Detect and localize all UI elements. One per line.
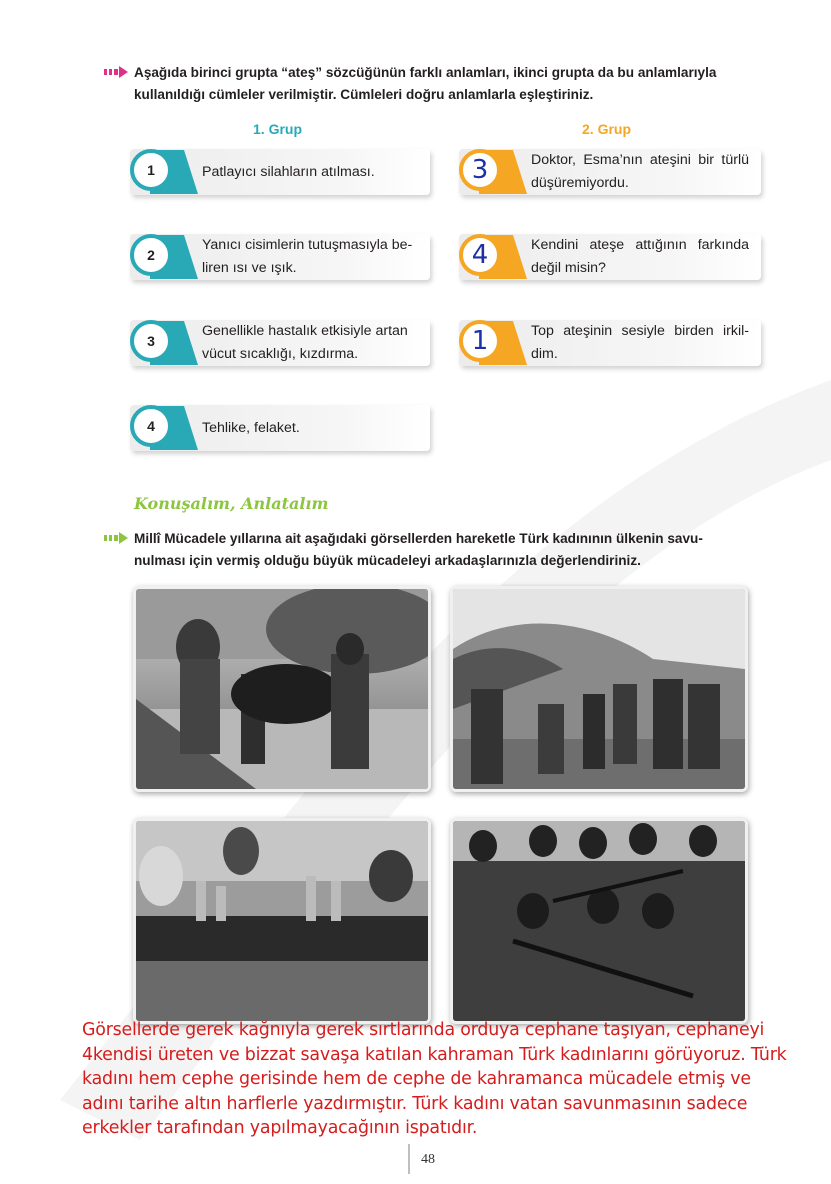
answer-line: adını tarihe altın harflerle yazdırmıştır. Türk kadını vatan savunmasının sadece: [82, 1093, 748, 1114]
group1-item: [130, 320, 430, 366]
instruction-discussion: [104, 528, 764, 572]
answer-line: erkekler tarafından yapılmayacağının ispatıdır.: [82, 1118, 478, 1139]
badge-number: 4: [130, 405, 172, 447]
handwritten-answer: 1: [471, 326, 489, 356]
meaning-text: Yanıcı cisimlerin tutuşmasıyla be-liren ısı ve ışık.: [202, 237, 413, 276]
page-number: 48: [421, 1152, 435, 1167]
historical-photo-ammunition-factory: [133, 818, 431, 1024]
number-badge: [130, 150, 198, 194]
historical-photo-armed-group: [450, 818, 748, 1024]
sentence-text: Kendini ateşe attığının farkında değil misin?: [531, 237, 749, 276]
group1-item: [130, 234, 430, 280]
number-badge: [130, 321, 198, 365]
badge-number: 2: [130, 234, 172, 276]
student-answer: [82, 1018, 822, 1141]
answer-line: 4kendisi üreten ve bizzat savaşa katılan kahraman Türk kadınlarını görüyoruz. Türk: [82, 1044, 787, 1065]
meaning-text: Genellikle hastalık etkisiyle artan vücut sıcaklığı, kızdırma.: [202, 323, 408, 362]
instruction-line: Millî Mücadele yıllarına ait aşağıdaki görsellerden hareketle Türk kadınının ülkenin savu-: [134, 531, 703, 546]
handwritten-answer: 4: [471, 240, 489, 270]
group2-item: [459, 234, 761, 280]
meaning-text: Tehlike, felaket.: [202, 419, 300, 436]
historical-photo-oxcart: [133, 586, 431, 792]
section-title: Konuşalım, Anlatalım: [134, 494, 329, 513]
group1-title: 1. Grup: [253, 121, 303, 137]
historical-photo-women-carrying: [450, 586, 748, 792]
badge-number: 3: [130, 320, 172, 362]
answer-badge: [459, 235, 527, 279]
instruction-line: kullanıldığı cümleler verilmiştir. Cümleleri doğru anlamlarla eşleştiriniz.: [134, 87, 594, 102]
arrow-icon: [104, 532, 128, 544]
number-badge: [130, 235, 198, 279]
answer-line: kadını hem cephe gerisinde hem de cephe de kahramanca mücadele etmiş ve: [82, 1069, 751, 1090]
handwritten-answer: 3: [471, 155, 489, 185]
number-badge: [130, 406, 198, 450]
group2-item: [459, 320, 761, 366]
instruction-line: nulması için vermiş olduğu büyük mücadeleyi arkadaşlarınızla değerlendiriniz.: [134, 553, 641, 568]
group1-item: [130, 405, 430, 451]
answer-badge: [459, 321, 527, 365]
sentence-text: Doktor, Esma’nın ateşini bir türlü düşüremiyordu.: [531, 152, 749, 191]
answer-circle: [459, 320, 501, 362]
group2-item: [459, 149, 761, 195]
sentence-text: Top ateşinin sesiyle birden irkil-dim.: [531, 323, 749, 362]
meaning-text: Patlayıcı silahların atılması.: [202, 163, 375, 180]
badge-number: 1: [130, 149, 172, 191]
answer-circle: [459, 149, 501, 191]
instruction-matching: [104, 62, 764, 106]
group1-item: [130, 149, 430, 195]
arrow-icon: [104, 66, 128, 78]
answer-line: Görsellerde gerek kağnıyla gerek sırtlarında orduya cephane taşıyan, cephaneyi: [82, 1020, 765, 1040]
answer-circle: [459, 234, 501, 276]
instruction-line: Aşağıda birinci grupta “ateş” sözcüğünün farklı anlamları, ikinci grupta da bu anlamlarıyla: [134, 65, 717, 80]
group2-title: 2. Grup: [582, 121, 632, 137]
answer-badge: [459, 150, 527, 194]
